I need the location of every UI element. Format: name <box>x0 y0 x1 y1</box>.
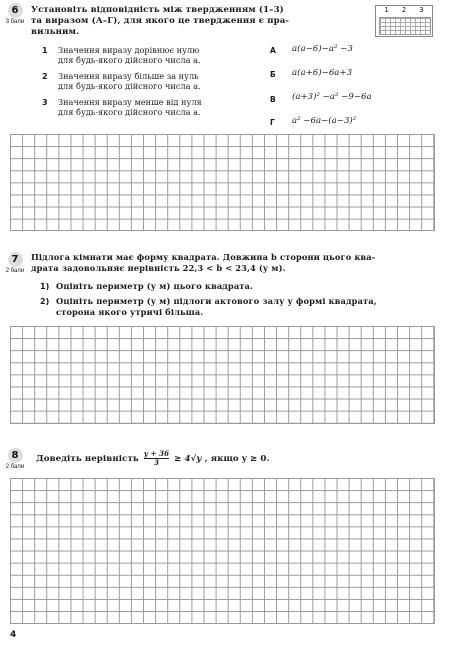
task-8-fraction-denominator: 3 <box>144 458 169 467</box>
task-7-stem-line1: Підлога кімнати має форму квадрата. Довжина b сторони цього ква- <box>31 252 376 262</box>
answer-header-3: 3 <box>419 6 424 14</box>
answer-table-cells[interactable] <box>379 17 431 35</box>
statement-2 <box>58 71 201 91</box>
task-8-inequality: ≥ 4√y <box>174 454 202 464</box>
task-7-item-1-number: 1) <box>40 282 50 291</box>
task-7-item-1-line1: Оцініть периметр (у м) цього квадрата. <box>56 281 254 291</box>
option-b-expr: a(a+6)−6a+3 <box>292 68 353 78</box>
task-8-fraction <box>144 450 169 467</box>
task-7-number: 7 <box>8 252 23 267</box>
task-8-points: 2 бали <box>5 464 25 470</box>
statement-2-line2: для будь-якого дійсного числа a. <box>58 81 201 91</box>
option-d-letter: Г <box>270 118 275 127</box>
task-6-stem-line1: Установіть відповідність між твердженням (1–3) <box>31 5 284 15</box>
statement-1-line1: Значення виразу дорівнює нулю <box>58 45 200 55</box>
page-number: 4 <box>10 630 17 640</box>
task-7-badge <box>5 252 25 274</box>
task-8-answer-grid[interactable] <box>10 478 435 624</box>
task-8-stem <box>36 450 416 467</box>
task-8-number: 8 <box>8 448 23 463</box>
task-7-stem-line2: драта задовольняє нерівність 22,3 < b < 23,4 (у м). <box>31 263 286 273</box>
statement-3-line1: Значення виразу менше від нуля <box>58 97 202 107</box>
statement-3-number: 3 <box>42 98 48 107</box>
statement-2-line1: Значення виразу більше за нуль <box>58 71 199 81</box>
answer-header-2: 2 <box>401 6 407 14</box>
answer-table[interactable] <box>375 5 433 37</box>
statement-3-line2: для будь-якого дійсного числа a. <box>58 107 201 117</box>
task-6-answer-grid[interactable] <box>10 134 435 231</box>
statement-1 <box>58 45 201 65</box>
option-b-letter: Б <box>270 70 276 79</box>
option-a-expr: a(a−6)−a² −3 <box>292 44 353 54</box>
task-7-item-1 <box>56 281 436 292</box>
task-7-item-2 <box>56 296 441 318</box>
option-c-letter: В <box>270 95 276 104</box>
task-7-points: 2 бали <box>5 268 25 274</box>
task-7-answer-grid[interactable] <box>10 326 435 424</box>
task-8-condition: , якщо y ≥ 0. <box>204 454 270 464</box>
task-6-number: 6 <box>8 3 23 18</box>
option-d-expr: a² −6a−(a−3)² <box>292 116 357 126</box>
task-8-fraction-numerator: y + 36 <box>143 449 170 458</box>
statement-1-line2: для будь-якого дійсного числа a. <box>58 55 201 65</box>
task-6-badge <box>5 3 25 25</box>
statement-3 <box>58 97 202 117</box>
task-6-stem-line3: вильним. <box>31 27 80 37</box>
task-6-stem-line2: та виразом (А–Г), для якого це твердження є пра- <box>31 16 290 26</box>
task-6-stem <box>31 5 371 38</box>
task-8-badge <box>5 448 25 470</box>
task-7-stem <box>31 252 441 274</box>
answer-header-1: 1 <box>384 6 389 14</box>
statement-1-number: 1 <box>42 46 48 55</box>
option-c-expr: (a+3)² −a² −9−6a <box>292 92 372 102</box>
task-6-points: 3 бали <box>5 19 25 25</box>
task-7-item-2-line1: Оцініть периметр (у м) підлоги актового залу у формі квадрата, <box>56 296 377 306</box>
statement-2-number: 2 <box>42 72 48 81</box>
option-a-letter: А <box>270 46 276 55</box>
task-7-item-2-line2: сторона якого утричі більша. <box>56 307 204 317</box>
answer-table-header <box>376 6 432 15</box>
task-7-item-2-number: 2) <box>40 297 50 306</box>
task-8-prefix: Доведіть нерівність <box>36 454 139 464</box>
